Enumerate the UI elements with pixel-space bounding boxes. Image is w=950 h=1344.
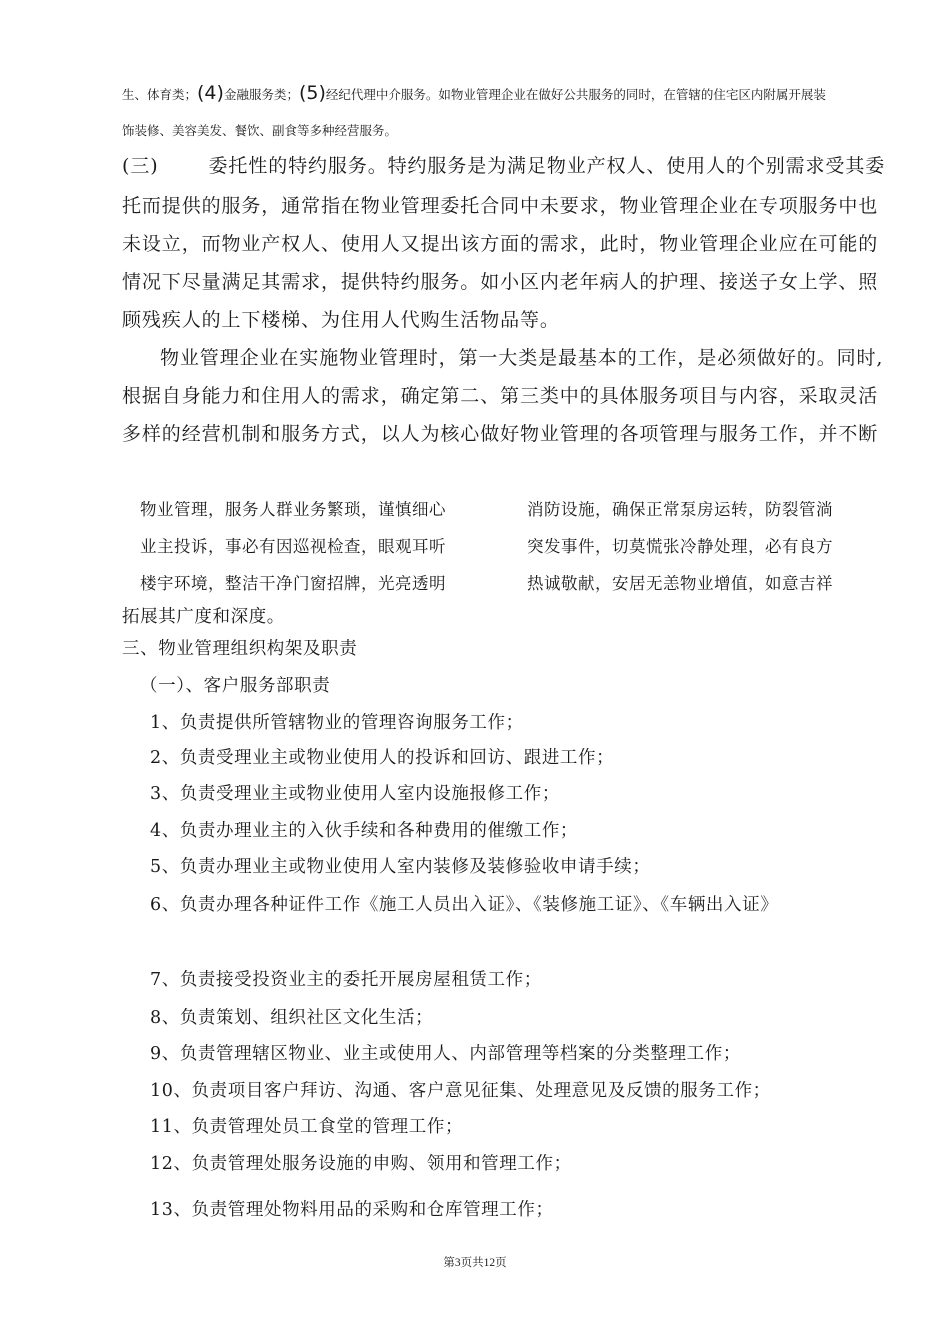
duty-item-5: 5、负责办理业主或物业使用人室内装修及装修验收申请手续；: [150, 857, 651, 877]
duty-item-7: 7、负责接受投资业主的委托开展房屋租赁工作；: [150, 970, 542, 990]
duty-item-12: 12、负责管理处服务设施的申购、领用和管理工作；: [150, 1154, 572, 1174]
duty-item-3: 3、负责受理业主或物业使用人室内设施报修工作；: [150, 784, 560, 804]
subsection-heading: （一）、客户服务部职责: [140, 676, 331, 696]
section-3-text: 委托性的特约服务。特约服务是为满足物业产权人、使用人的个别需求受其委: [208, 155, 886, 177]
page-footer: 第3页共12页: [443, 1257, 507, 1269]
motto-left-3: 楼宇环境，整洁干净门窗招牌，光亮透明: [140, 574, 446, 593]
intro-text-a: 生、体育类；: [122, 87, 198, 102]
section-3-line-3: 未设立，而物业产权人、使用人又提出该方面的需求，此时，物业管理企业应在可能的: [122, 233, 879, 255]
duty-item-6: 6、负责办理各种证件工作《施工人员出入证》、《装修施工证》、《车辆出入证》: [150, 895, 779, 915]
intro-number-5: (5): [298, 82, 326, 104]
section-3-line-4: 情况下尽量满足其需求，提供特约服务。如小区内老年病人的护理、接送子女上学、照: [122, 271, 879, 293]
motto-right-1: 消防设施，确保正常泵房运转，防裂管淌: [527, 500, 833, 519]
intro-line-2: 饰装修、美容美发、餐饮、副食等多种经营服务。: [122, 123, 398, 138]
intro-text-c: 经纪代理中介服务。如物业管理企业在做好公共服务的同时，在管辖的住宅区内附属开展装: [325, 87, 826, 102]
intro-text-b: 金融服务类；: [223, 87, 299, 102]
paragraph-2-line-1: 物业管理企业在实施物业管理时，第一大类是最基本的工作，是必须做好的。同时,: [160, 347, 884, 369]
section-3-marker: (三): [122, 155, 159, 177]
duty-item-13: 13、负责管理处物料用品的采购和仓库管理工作；: [150, 1200, 554, 1220]
section-3-line-1: [122, 151, 885, 178]
duty-item-11: 11、负责管理处员工食堂的管理工作；: [150, 1117, 464, 1137]
section-heading: 三、物业管理组织构架及职责: [122, 639, 358, 659]
paragraph-2-continuation: 拓展其广度和深度。: [122, 607, 285, 627]
motto-left-2: 业主投诉，事必有因巡视检查，眼观耳听: [140, 537, 446, 556]
duty-item-2: 2、负责受理业主或物业使用人的投诉和回访、跟进工作；: [150, 748, 615, 768]
duty-item-4: 4、负责办理业主的入伙手续和各种费用的催缴工作；: [150, 821, 579, 841]
section-3-line-2: 托而提供的服务，通常指在物业管理委托合同中未要求，物业管理企业在专项服务中也: [122, 195, 879, 217]
motto-right-3: 热诚敬献，安居无恙物业增值，如意吉祥: [527, 574, 833, 593]
duty-item-8: 8、负责策划、组织社区文化生活；: [150, 1008, 434, 1028]
motto-right-2: 突发事件，切莫慌张冷静处理，必有良方: [527, 537, 833, 556]
intro-number-4: (4): [197, 82, 224, 104]
intro-line-1: [122, 82, 826, 104]
duty-item-10: 10、负责项目客户拜访、沟通、客户意见征集、处理意见及反馈的服务工作；: [150, 1081, 771, 1101]
section-3-line-5: 顾残疾人的上下楼梯、为住用人代购生活物品等。: [122, 309, 560, 331]
paragraph-2-line-2: 根据自身能力和住用人的需求，确定第二、第三类中的具体服务项目与内容，采取灵活: [122, 385, 879, 407]
paragraph-2-line-3: 多样的经营机制和服务方式，以人为核心做好物业管理的各项管理与服务工作，并不断: [122, 423, 879, 445]
motto-left-1: 物业管理，服务人群业务繁琐，谨慎细心: [140, 500, 446, 519]
duty-item-9: 9、负责管理辖区物业、业主或使用人、内部管理等档案的分类整理工作；: [150, 1044, 741, 1064]
duty-item-1: 1、负责提供所管辖物业的管理咨询服务工作；: [150, 713, 524, 733]
